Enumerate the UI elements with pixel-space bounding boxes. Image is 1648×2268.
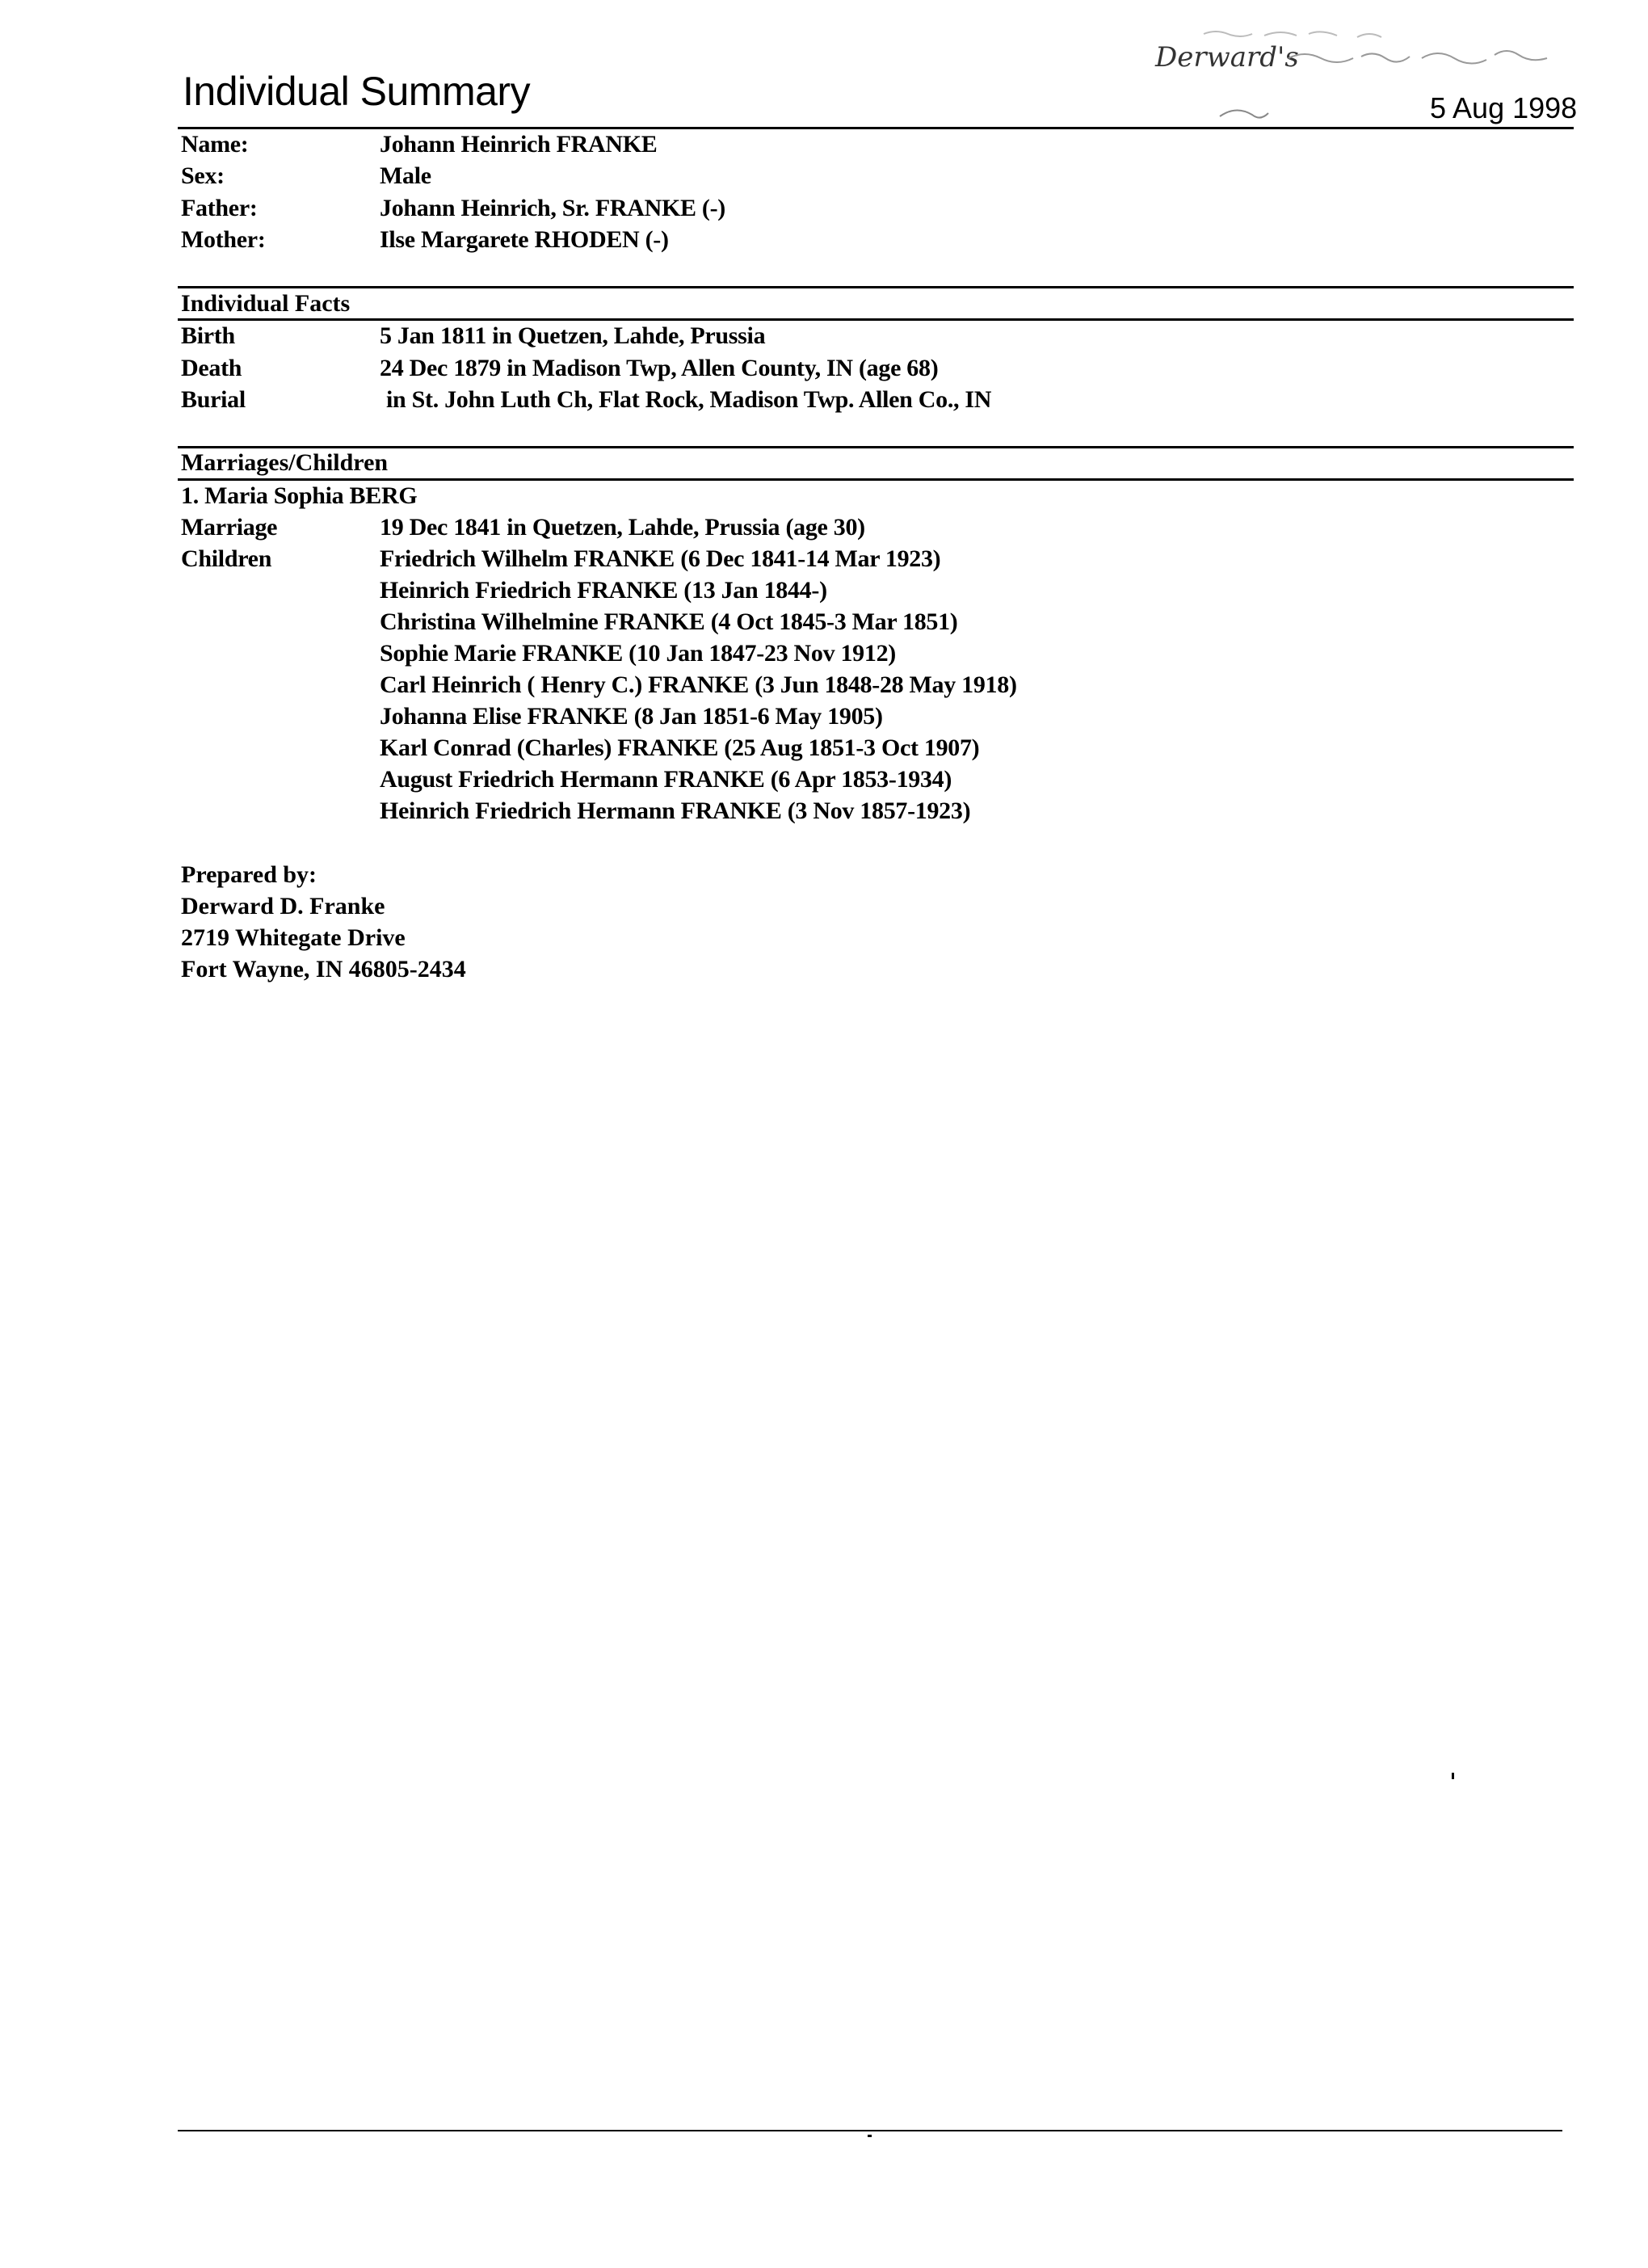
burial-value: in St. John Luth Ch, Flat Rock, Madison Twp. Allen Co., IN: [386, 386, 992, 413]
burial-label: Burial: [181, 386, 246, 413]
header-rule: [178, 127, 1574, 129]
preparer-city: Fort Wayne, IN 46805-2434: [181, 956, 466, 983]
facts-top-rule: [178, 286, 1574, 288]
footer-rule: [178, 2130, 1562, 2131]
death-label: Death: [181, 355, 242, 381]
preparer-name: Derward D. Franke: [181, 893, 385, 919]
name-value: Johann Heinrich FRANKE: [380, 131, 658, 158]
child-item: Johanna Elise FRANKE (8 Jan 1851-6 May 1905): [380, 703, 883, 730]
report-date: 5 Aug 1998: [1430, 91, 1578, 124]
child-item: Carl Heinrich ( Henry C.) FRANKE (3 Jun 1848-28 May 1918): [380, 671, 1017, 698]
child-item: Sophie Marie FRANKE (10 Jan 1847-23 Nov 1912): [380, 640, 896, 667]
children-label: Children: [181, 545, 272, 572]
death-value: 24 Dec 1879 in Madison Twp, Allen County, IN (age 68): [380, 355, 939, 381]
father-value: Johann Heinrich, Sr. FRANKE (-): [380, 195, 725, 221]
svg-text:Derward's: Derward's: [1155, 41, 1299, 74]
child-item: Karl Conrad (Charles) FRANKE (25 Aug 1851-3 Oct 1907): [380, 734, 980, 761]
child-item: August Friedrich Hermann FRANKE (6 Apr 1853-1934): [380, 766, 952, 793]
mother-label: Mother:: [181, 226, 266, 253]
child-item: Heinrich Friedrich Hermann FRANKE (3 Nov 1857-1923): [380, 797, 971, 824]
sex-value: Male: [380, 162, 431, 189]
mother-value: Ilse Margarete RHODEN (-): [380, 226, 669, 253]
child-item: Heinrich Friedrich FRANKE (13 Jan 1844-): [380, 577, 827, 604]
facts-title-rule: [178, 318, 1574, 321]
spouse-heading: 1. Maria Sophia BERG: [181, 482, 418, 509]
scan-speck: [1452, 1773, 1454, 1779]
child-item: Friedrich Wilhelm FRANKE (6 Dec 1841-14 Mar 1923): [380, 545, 941, 572]
preparer-street: 2719 Whitegate Drive: [181, 924, 406, 951]
father-label: Father:: [181, 195, 258, 221]
sex-label: Sex:: [181, 162, 225, 189]
page-title: Individual Summary: [183, 69, 531, 114]
child-item: Christina Wilhelmine FRANKE (4 Oct 1845-3 Mar 1851): [380, 608, 958, 635]
marriage-label: Marriage: [181, 514, 278, 541]
marriage-value: 19 Dec 1841 in Quetzen, Lahde, Prussia (age 30): [380, 514, 865, 541]
name-label: Name:: [181, 131, 249, 158]
facts-section-title: Individual Facts: [181, 290, 351, 317]
marriages-section-title: Marriages/Children: [181, 449, 389, 476]
scan-speck: [868, 2135, 872, 2137]
marriages-top-rule: [178, 446, 1574, 448]
birth-value: 5 Jan 1811 in Quetzen, Lahde, Prussia: [380, 322, 766, 349]
prepared-by-label: Prepared by:: [181, 861, 317, 888]
marriages-title-rule: [178, 478, 1574, 481]
birth-label: Birth: [181, 322, 235, 349]
